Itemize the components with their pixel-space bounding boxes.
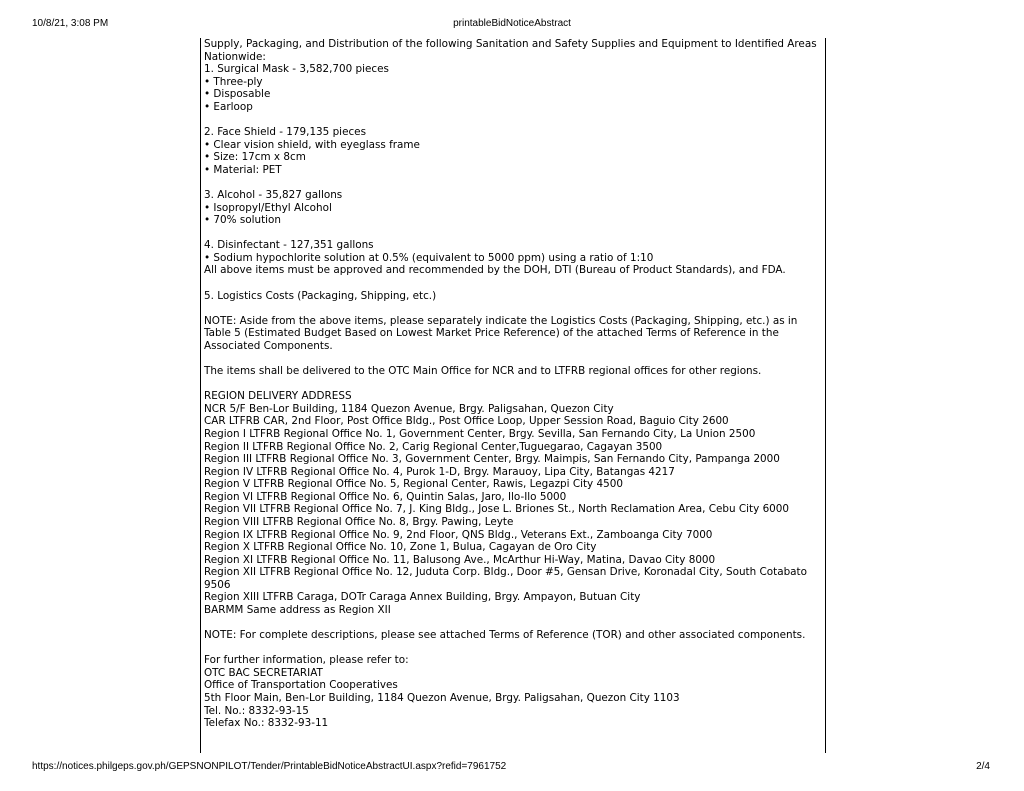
text-line: [204, 113, 820, 126]
text-line: 9506: [204, 578, 231, 591]
text-line: Region II LTFRB Regional Office No. 2, Carig Regional Center,Tuguegarao, Cagayan 3500: [204, 440, 663, 453]
text-line: 2. Face Shield - 179,135 pieces: [204, 126, 366, 139]
text-line: • Isopropyl/Ethyl Alcohol: [204, 201, 332, 214]
text-line: 5. Logistics Costs (Packaging, Shipping, etc.): [204, 289, 437, 302]
text-line: [204, 642, 820, 655]
text-line: • Earloop: [204, 100, 253, 113]
text-line: 3. Alcohol - 35,827 gallons: [204, 188, 343, 201]
text-line: Region IV LTFRB Regional Office No. 4, Purok 1-D, Brgy. Marauoy, Lipa City, Batangas 4217: [204, 465, 675, 478]
text-line: For further information, please refer to:: [204, 654, 409, 667]
text-line: • Disposable: [204, 88, 271, 101]
text-line: OTC BAC SECRETARIAT: [204, 666, 323, 679]
text-line: Telefax No.: 8332-93-11: [204, 717, 329, 730]
text-line: Region IX LTFRB Regional Office No. 9, 2nd Floor, QNS Bldg., Veterans Ext., Zamboanga City 7000: [204, 528, 713, 541]
text-line: Region X LTFRB Regional Office No. 10, Zone 1, Bulua, Cagayan de Oro City: [204, 541, 597, 554]
text-line: [204, 617, 820, 630]
text-line: Nationwide:: [204, 50, 266, 63]
text-line: • Material: PET: [204, 163, 282, 176]
text-line: NOTE: For complete descriptions, please see attached Terms of Reference (TOR) and other associated components.: [204, 629, 806, 642]
text-line: [204, 227, 820, 240]
text-line: [204, 378, 820, 391]
page-number: 2/4: [976, 761, 990, 772]
text-line: Region III LTFRB Regional Office No. 3, Government Center, Brgy. Maimpis, San Fernando City, Pampanga 2000: [204, 453, 780, 466]
text-line: Region V LTFRB Regional Office No. 5, Regional Center, Rawis, Legazpi City 4500: [204, 478, 623, 491]
text-line: • 70% solution: [204, 214, 281, 227]
right-border: [825, 38, 826, 753]
text-line: CAR LTFRB CAR, 2nd Floor, Post Office Bldg., Post Office Loop, Upper Session Road, Baguio City 2600: [204, 415, 729, 428]
text-line: Associated Components.: [204, 339, 333, 352]
text-line: Region VII LTFRB Regional Office No. 7, J. King Bldg., Jose L. Briones St., North Reclamation Area, Cebu City 6000: [204, 503, 790, 516]
page-url: https://notices.philgeps.gov.ph/GEPSNONPILOT/Tender/PrintableBidNoticeAbstractUI.aspx?refid=7961752: [32, 761, 507, 772]
text-line: REGION DELIVERY ADDRESS: [204, 390, 352, 403]
text-line: • Sodium hypochlorite solution at 0.5% (equivalent to 5000 ppm) using a ratio of 1:10: [204, 251, 654, 264]
text-line: [204, 176, 820, 189]
text-line: 5th Floor Main, Ben-Lor Building, 1184 Quezon Avenue, Brgy. Paligsahan, Quezon City 1103: [204, 692, 680, 705]
text-line: NOTE: Aside from the above items, please separately indicate the Logistics Costs (Packaging, Shipping, etc.) as in: [204, 314, 798, 327]
text-line: Supply, Packaging, and Distribution of the following Sanitation and Safety Supplies and Equipment to Identified Areas: [204, 38, 817, 50]
bid-notice-description: [204, 38, 820, 730]
text-line: The items shall be delivered to the OTC Main Office for NCR and to LTFRB regional offices for other regions.: [204, 365, 762, 378]
text-line: [204, 302, 820, 315]
text-line: Table 5 (Estimated Budget Based on Lowest Market Price Reference) of the attached Terms of Reference in the: [204, 327, 779, 340]
text-line: Office of Transportation Cooperatives: [204, 679, 398, 692]
text-line: BARMM Same address as Region XII: [204, 604, 391, 617]
print-date: 10/8/21, 3:08 PM: [32, 18, 109, 29]
text-line: NCR 5/F Ben-Lor Building, 1184 Quezon Avenue, Brgy. Paligsahan, Quezon City: [204, 402, 614, 415]
text-line: Region VIII LTFRB Regional Office No. 8, Brgy. Pawing, Leyte: [204, 515, 514, 528]
text-line: Region I LTFRB Regional Office No. 1, Government Center, Brgy. Sevilla, San Fernando City, La Union 2500: [204, 427, 756, 440]
text-line: Region XIII LTFRB Caraga, DOTr Caraga Annex Building, Brgy. Ampayon, Butuan City: [204, 591, 641, 604]
text-line: Region XI LTFRB Regional Office No. 11, Balusong Ave., McArthur Hi-Way, Matina, Davao City 8000: [204, 553, 716, 566]
left-border: [200, 38, 201, 753]
text-line: Tel. No.: 8332-93-15: [204, 704, 309, 717]
text-line: [204, 352, 820, 365]
text-line: 4. Disinfectant - 127,351 gallons: [204, 239, 374, 252]
text-line: Region VI LTFRB Regional Office No. 6, Quintin Salas, Jaro, Ilo-Ilo 5000: [204, 490, 567, 503]
text-line: • Clear vision shield, with eyeglass frame: [204, 138, 420, 151]
text-line: • Three-ply: [204, 75, 263, 88]
text-line: • Size: 17cm x 8cm: [204, 151, 306, 164]
text-line: Region XII LTFRB Regional Office No. 12, Juduta Corp. Bldg., Door #5, Gensan Drive, Koronadal City, South Cotabato: [204, 566, 807, 579]
text-line: All above items must be approved and recommended by the DOH, DTI (Bureau of Product Standards), and FDA.: [204, 264, 786, 277]
text-line: 1. Surgical Mask - 3,582,700 pieces: [204, 63, 389, 76]
text-line: [204, 277, 820, 290]
page-title: printableBidNoticeAbstract: [453, 18, 571, 29]
